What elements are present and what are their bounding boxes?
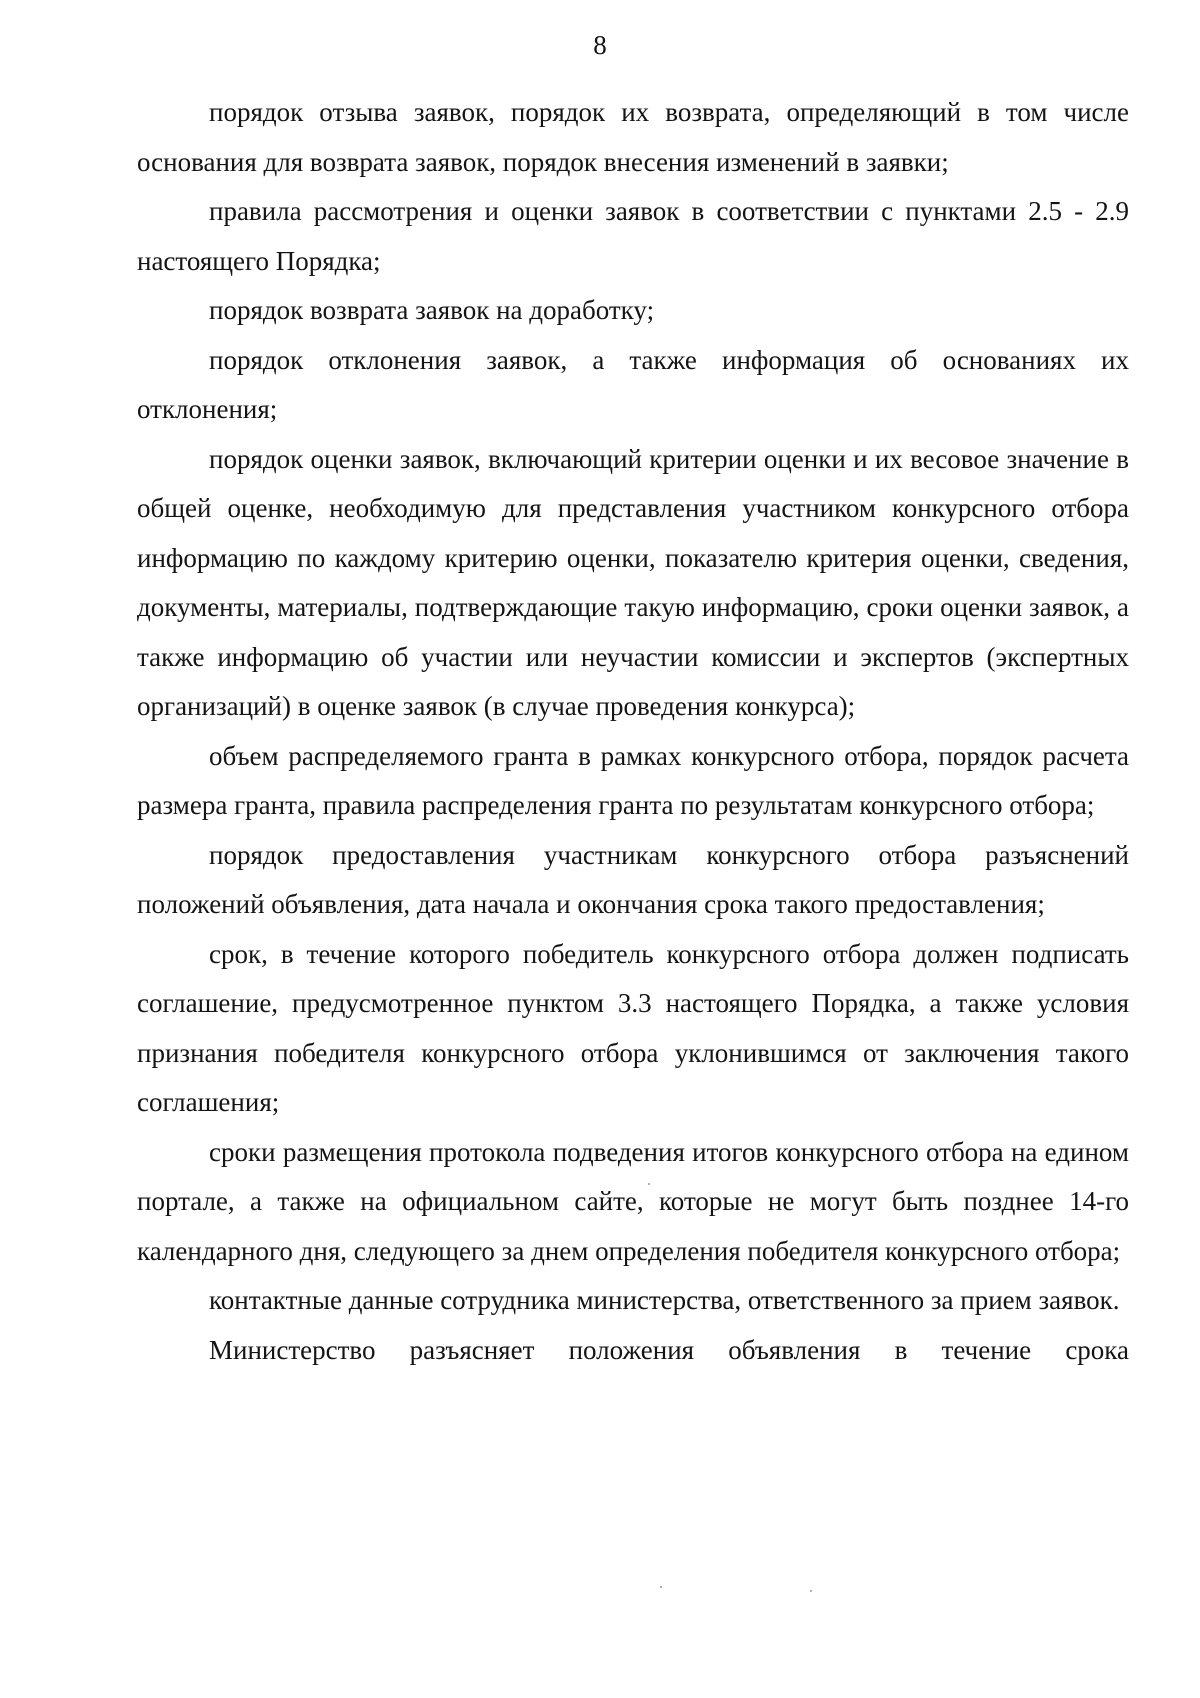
paragraph-contact-details: контактные данные сотрудника министерства, ответственного за прием заявок. <box>209 1285 1120 1315</box>
paragraph-grant-volume: объем распределяемого гранта в рамках конкурсного отбора, порядок расчета размера гранта, правила распределения гранта по результатам конкурсного отбора; <box>137 740 1129 820</box>
scan-speck <box>810 1590 812 1592</box>
scan-speck <box>648 1183 650 1185</box>
paragraph-evaluation-order: порядок оценки заявок, включающий критерии оценки и их весовое значение в общей оценке, необходимую для представления участником конкурсного отбора информацию по каждому критерию оценки, показателю критерия оценки, сведения, документы, материалы, подтверждающие такую информацию, сроки оценки заявок, а также информацию об участии или неучастии комиссии и экспертов (экспертных организаций) в оценке заявок (в случае проведения конкурса); <box>137 443 1129 721</box>
paragraph-rejection-order: порядок отклонения заявок, а также информация об основаниях их отклонения; <box>137 344 1129 424</box>
document-body <box>137 88 1129 1375</box>
paragraph-ministry-clarifies: Министерство разъясняет положения объявления в течение срока <box>209 1334 1129 1365</box>
paragraph-withdrawal-order: порядок отзыва заявок, порядок их возврата, определяющий в том числе основания для возврата заявок, порядок внесения изменений в заявки; <box>137 97 1129 177</box>
page-number: 8 <box>593 30 607 60</box>
paragraph-agreement-deadline: срок, в течение которого победитель конкурсного отбора должен подписать соглашение, предусмотренное пунктом 3.3 настоящего Порядка, а также условия признания победителя конкурсного отбора уклонившимся от заключения такого соглашения; <box>137 938 1129 1117</box>
paragraph-review-rules: правила рассмотрения и оценки заявок в соответствии с пунктами 2.5 - 2.9 настоящего Порядка; <box>137 196 1129 276</box>
paragraph-return-for-revision: порядок возврата заявок на доработку; <box>209 295 655 325</box>
paragraph-clarifications: порядок предоставления участникам конкурсного отбора разъяснений положений объявления, дата начала и окончания срока такого предоставления; <box>137 839 1129 919</box>
scan-speck <box>660 1586 662 1588</box>
paragraph-protocol-publication: сроки размещения протокола подведения итогов конкурсного отбора на едином портале, а также на официальном сайте, которые не могут быть позднее 14-го календарного дня, следующего за днем определения победителя конкурсного отбора; <box>137 1136 1129 1266</box>
